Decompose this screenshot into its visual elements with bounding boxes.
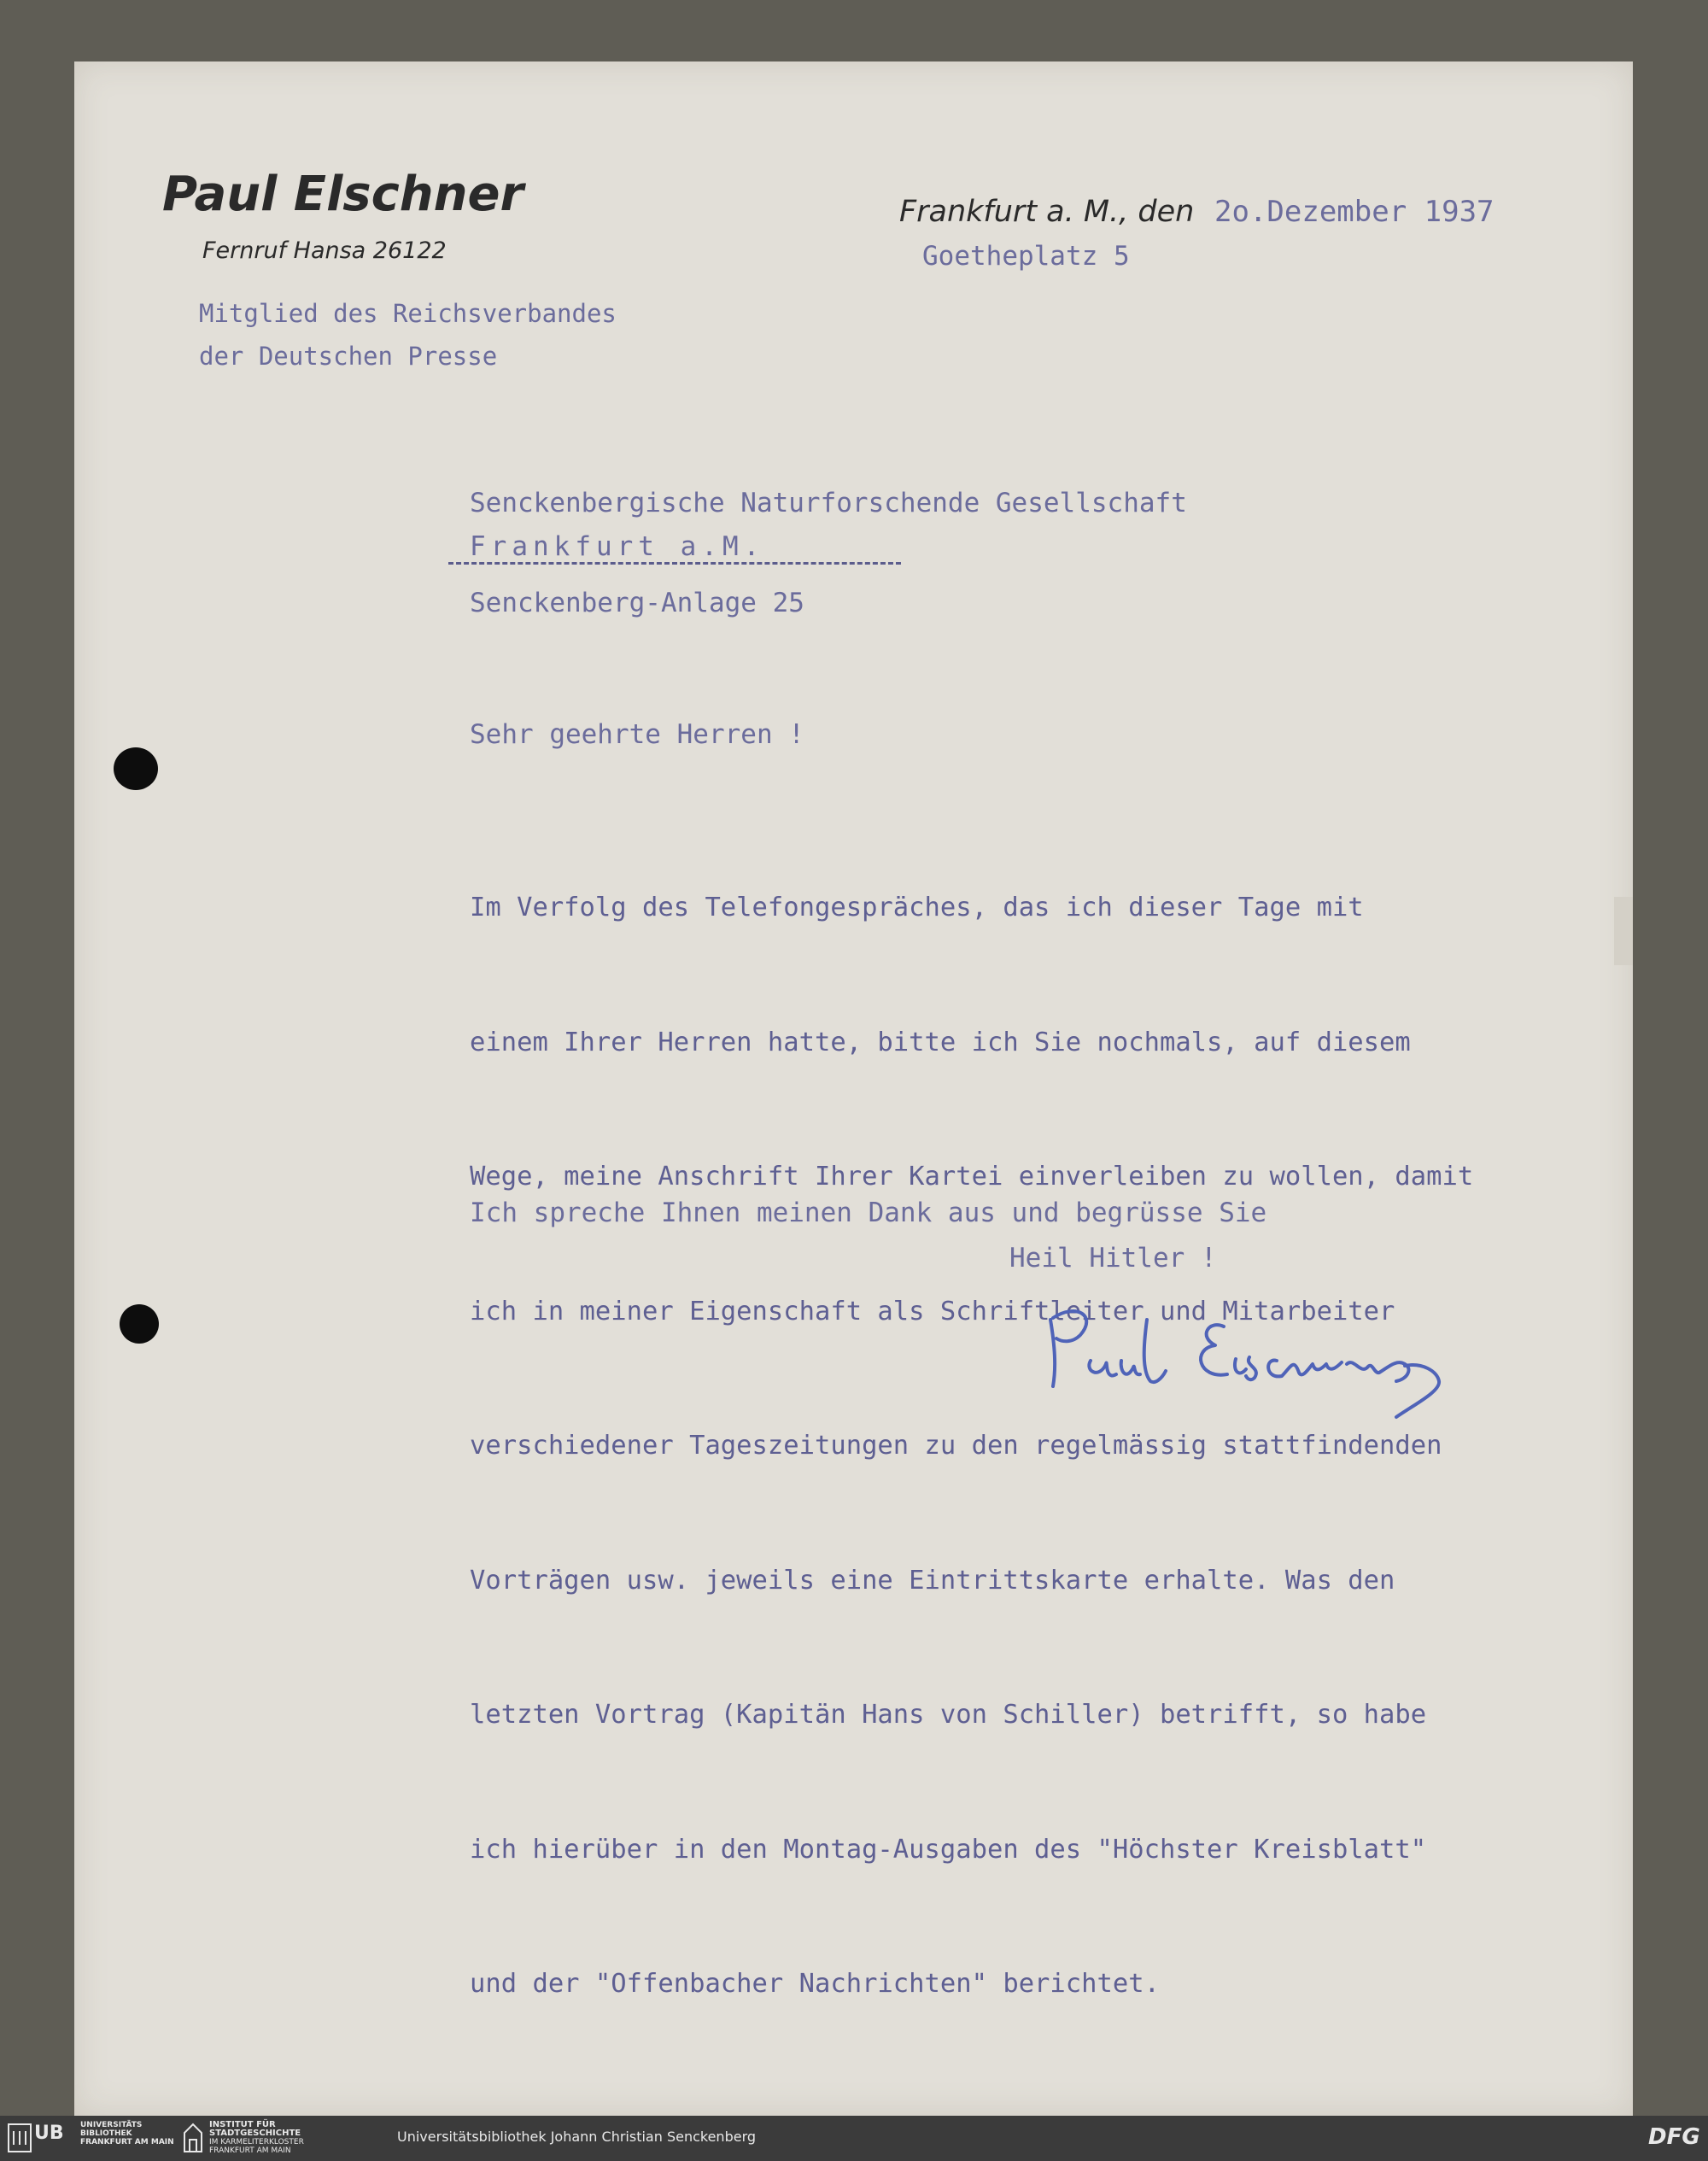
letter-body <box>470 796 1473 2052</box>
paper-fold <box>1614 897 1633 965</box>
dfg-logo: DFG <box>1648 2124 1700 2150</box>
closing-line: Ich spreche Ihnen meinen Dank aus und begrüsse Sie <box>470 1198 1267 1228</box>
body-line: Wege, meine Anschrift Ihrer Kartei einverleiben zu wollen, damit <box>470 1162 1474 1192</box>
body-line: und der "Offenbacher Nachrichten" berichtet. <box>470 1969 1160 1999</box>
handwritten-signature <box>1038 1285 1584 1422</box>
institute-name-line: INSTITUT FÜR <box>209 2120 276 2129</box>
institute-logo-icon <box>181 2123 205 2153</box>
institute-name-line: FRANKFURT AM MAIN <box>209 2146 291 2155</box>
body-line: Vorträgen usw. jeweils eine Eintrittskarte erhalte. Was den <box>470 1565 1395 1596</box>
greeting: Heil Hitler ! <box>1009 1243 1217 1274</box>
library-name <box>80 2121 174 2146</box>
salutation: Sehr geehrte Herren ! <box>470 719 804 750</box>
recipient-name: Senckenbergische Naturforschende Gesellschaft <box>470 488 1187 518</box>
place-prefix: Frankfurt a. M., den <box>899 195 1195 229</box>
library-name-line: BIBLIOTHEK <box>80 2129 132 2138</box>
sender-street: Goetheplatz 5 <box>922 241 1130 272</box>
institute-name <box>209 2121 304 2155</box>
body-line: ich hierüber in den Montag-Ausgaben des "Höchster Kreisblatt" <box>470 1834 1427 1865</box>
archive-footer-bar <box>0 2116 1708 2161</box>
library-logo-icon <box>7 2123 32 2153</box>
letterhead-name: Paul Elschner <box>162 167 524 222</box>
library-name-line: FRANKFURT AM MAIN <box>80 2138 174 2146</box>
punch-hole <box>120 1304 159 1344</box>
recipient-city-underline <box>448 562 901 565</box>
recipient-street: Senckenberg-Anlage 25 <box>470 588 804 618</box>
institute-name-line: IM KARMELITERKLOSTER <box>209 2138 304 2146</box>
membership-line: der Deutschen Presse <box>199 342 498 371</box>
letterhead-phone: Fernruf Hansa 26122 <box>202 237 447 264</box>
body-line: verschiedener Tageszeitungen zu den regelmässig stattfindenden <box>470 1431 1442 1461</box>
punch-hole <box>114 747 158 790</box>
body-line: letzten Vortrag (Kapitän Hans von Schiller) betrifft, so habe <box>470 1700 1427 1730</box>
body-line: ich in meiner Eigenschaft als Schriftleiter und Mitarbeiter <box>470 1296 1395 1326</box>
membership-line: Mitglied des Reichsverbandes <box>199 299 617 328</box>
institute-name-line: STADTGESCHICHTE <box>209 2129 301 2138</box>
recipient-city: Frankfurt a.M. <box>470 531 765 562</box>
letter-date: 2o.Dezember 1937 <box>1214 195 1494 229</box>
body-line: einem Ihrer Herren hatte, bitte ich Sie nochmals, auf diesem <box>470 1027 1411 1057</box>
body-line: Im Verfolg des Telefongespräches, das ich dieser Tage mit <box>470 893 1364 922</box>
library-mark: UB <box>34 2123 64 2144</box>
library-name-line: UNIVERSITÄTS <box>80 2121 143 2129</box>
footer-caption: Universitätsbibliothek Johann Christian Senckenberg <box>397 2129 757 2145</box>
